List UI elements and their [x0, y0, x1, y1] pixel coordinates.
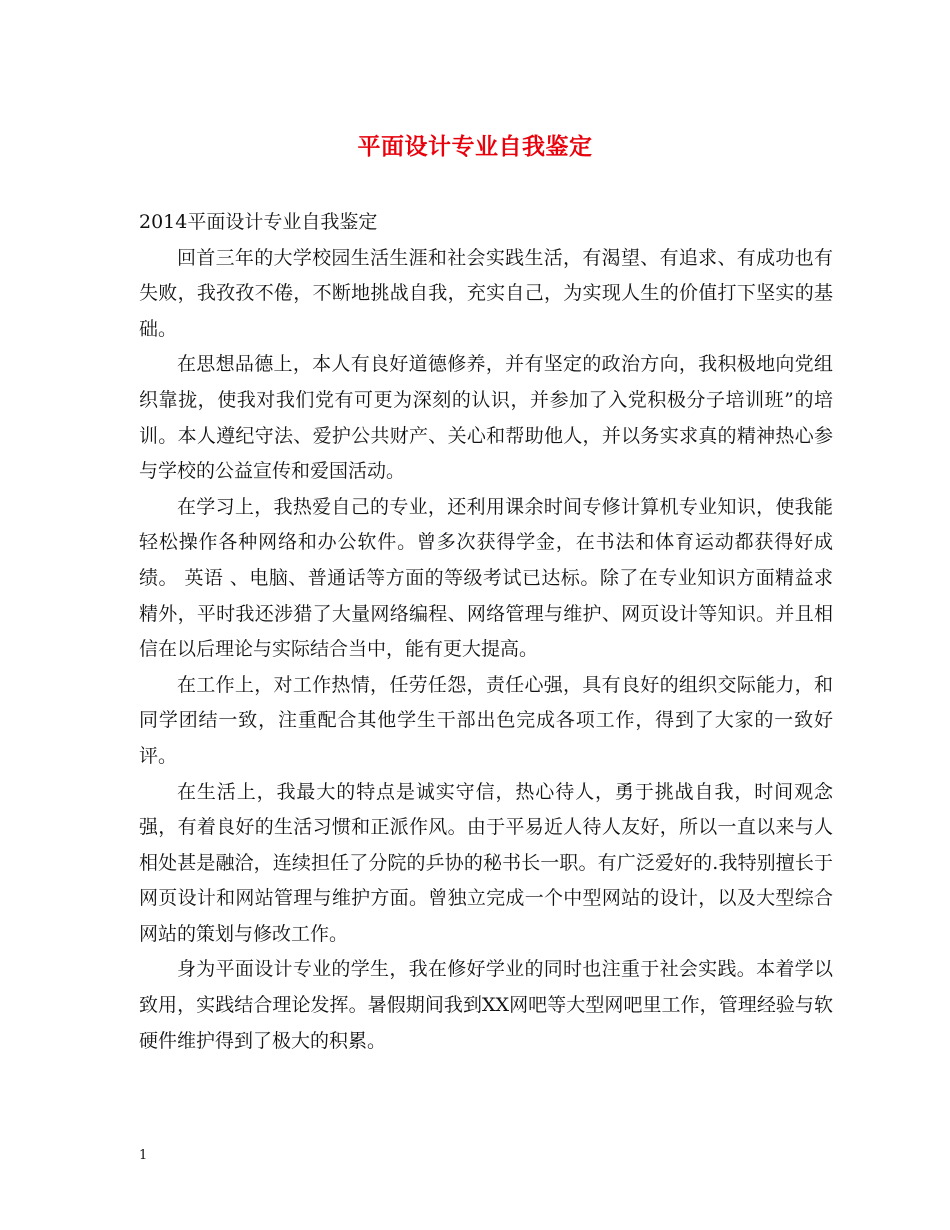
page-number: 1	[139, 1148, 148, 1163]
paragraph-life: 在生活上，我最大的特点是诚实守信，热心待人，勇于挑战自我，时间观念强，有着良好的生活习惯和正派作风。由于平易近人待人友好，所以一直以来与人相处甚是融洽，连续担任了分院的乒协的秘书长一职。有广泛爱好的.我特别擅长于网页设计和网站管理与维护方面。曾独立完成一个中型网站的设计，以及大型综合网站的策划与修改工作。	[139, 780, 833, 945]
paragraph-intro: 回首三年的大学校园生活生涯和社会实践生活，有渴望、有追求、有成功也有失败，我孜孜不倦，不断地挑战自我，充实自己，为实现人生的价值打下坚实的基础。	[139, 246, 833, 340]
paragraph-study: 在学习上，我热爱自己的专业，还利用课余时间专修计算机专业知识，使我能轻松操作各种网络和办公软件。曾多次获得学金，在书法和体育运动都获得好成绩。 英语 、电脑、普通话等方面的等级考试已达标。除了在专业知识方面精益求精外，平时我还涉猎了大量网络编程、网络管理与维护、网页设计等知识。并且相信在以后理论与实际结合当中，能有更大提高。	[139, 495, 833, 661]
paragraph-practice: 身为平面设计专业的学生，我在修好学业的同时也注重于社会实践。本着学以致用，实践结合理论发挥。暑假期间我到XX网吧等大型网吧里工作，管理经验与软硬件维护得到了极大的积累。	[139, 958, 833, 1052]
document-body	[139, 205, 833, 1059]
paragraph-work: 在工作上，对工作热情，任劳任怨，责任心强，具有良好的组织交际能力，和同学团结一致，注重配合其他学生干部出色完成各项工作，得到了大家的一致好评。	[139, 673, 833, 767]
document-title: 平面设计专业自我鉴定	[357, 133, 593, 160]
paragraph-ideology: 在思想品德上，本人有良好道德修养，并有坚定的政治方向，我积极地向党组织靠拢，使我对我们党有可更为深刻的认识，并参加了入党积极分子培训班”的培训。本人遵纪守法、爱护公共财产、关心和帮助他人，并以务实求真的精神热心参与学校的公益宣传和爱国活动。	[139, 353, 833, 483]
subtitle-paragraph: 2014平面设计专业自我鉴定	[139, 211, 378, 233]
